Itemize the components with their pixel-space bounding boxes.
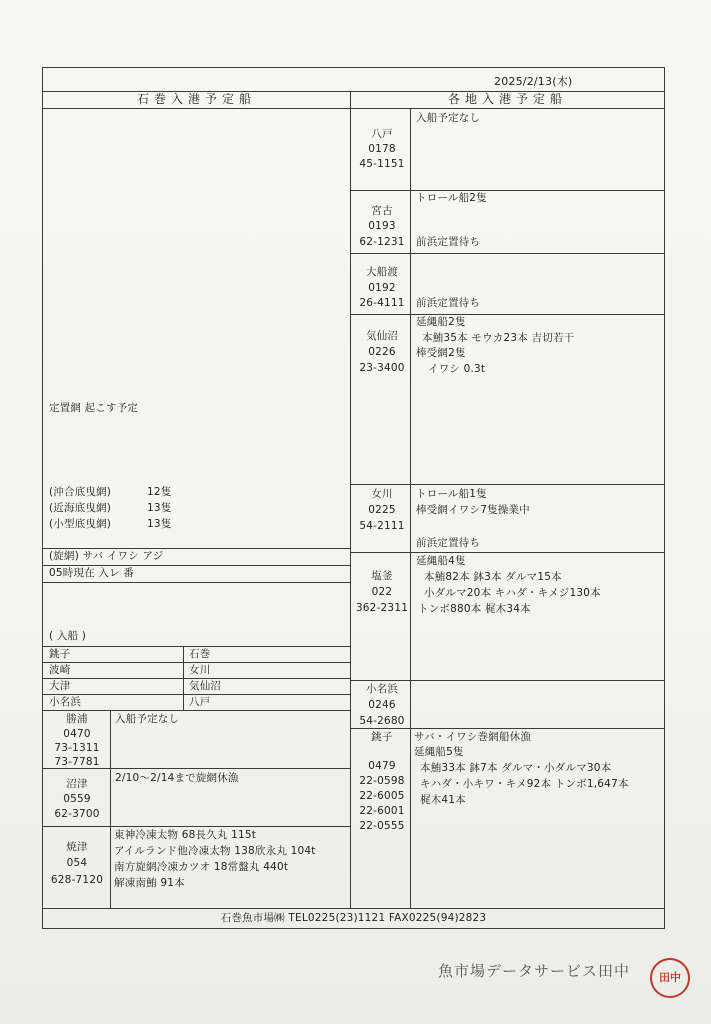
trawl-count: 12隻 [147, 486, 172, 498]
table-border [42, 67, 665, 68]
table-border [110, 710, 111, 908]
table-border [350, 314, 664, 315]
port-report-line: サバ・イワシ巻網船休漁 [414, 731, 532, 743]
port-tel: 0470 [63, 728, 91, 740]
port-report-line: 延縄船4隻 [416, 555, 466, 567]
port-report-line: トンボ880本 梶木34本 [418, 603, 531, 615]
port-name-onagawa: 女川 [371, 488, 393, 500]
table-border [42, 928, 665, 929]
table-border [350, 728, 664, 729]
trawl-label: (小型底曳網) [49, 518, 112, 530]
vessel-row-left: 大津 [49, 680, 71, 692]
table-border [350, 253, 664, 254]
port-tel: 73-1311 [54, 742, 100, 754]
table-border [42, 826, 350, 827]
port-report-line: 本鮪35本 モウカ23本 吉切若干 [422, 332, 575, 344]
seal-stamp: 田中 [650, 958, 690, 998]
port-report-line: 延縄船5隻 [414, 746, 464, 758]
port-report-line: 前浜定置待ち [416, 537, 481, 549]
table-border [183, 646, 184, 710]
port-tel: 0559 [63, 793, 91, 805]
port-report-line: 解凍南鮪 91本 [114, 877, 185, 889]
port-report-line: キハダ・小キワ・キメ92本 トンボ1,647本 [420, 778, 629, 790]
table-border [42, 91, 665, 92]
port-tel: 22-0555 [359, 820, 405, 832]
port-tel: 0193 [368, 220, 396, 232]
port-name-choshi: 銚子 [371, 731, 393, 743]
port-tel: 62-1231 [359, 236, 405, 248]
port-tel: 22-6005 [359, 790, 405, 802]
vessel-row-left: 波崎 [49, 664, 71, 676]
port-name-numazu: 沼津 [66, 778, 88, 790]
port-report-line: 棒受網イワシ7隻操業中 [416, 504, 530, 516]
port-tel: 73-7781 [54, 756, 100, 768]
vessel-row-left: 銚子 [49, 648, 71, 660]
port-report-line: 棒受網2隻 [416, 347, 466, 359]
port-tel: 22-0598 [359, 775, 405, 787]
port-report-line: 本鮪82本 鉢3本 ダルマ15本 [424, 571, 562, 583]
fixed-net-note: 定置網 起こす予定 [49, 402, 139, 414]
port-report-line: 東神冷凍太物 68長久丸 115t [114, 829, 257, 841]
table-border [42, 565, 350, 566]
port-name-yaizu: 焼津 [66, 841, 88, 853]
port-tel: 54-2680 [359, 715, 405, 727]
table-border [42, 710, 350, 711]
table-border [664, 67, 665, 928]
port-tel: 0225 [368, 504, 396, 516]
port-report-line: 本鮪33本 鉢7本 ダルマ・小ダルマ30本 [420, 762, 612, 774]
port-tel: 0246 [368, 699, 396, 711]
port-tel: 362-2311 [355, 602, 409, 614]
port-name-kesennuma: 気仙沼 [365, 330, 399, 342]
port-name-ofunato: 大船渡 [365, 266, 399, 278]
trawl-label: (沖合底曳網) [49, 486, 112, 498]
port-name-shiogama: 塩釜 [371, 570, 393, 582]
vessel-row-right: 気仙沼 [189, 680, 222, 692]
table-border [42, 908, 665, 909]
trawl-count: 13隻 [147, 518, 172, 530]
port-report-line: 梶木41本 [420, 794, 466, 806]
port-report-line: 南方旋網冷凍カツオ 18常盤丸 440t [114, 861, 289, 873]
table-border [42, 548, 350, 549]
table-border [42, 582, 350, 583]
port-tel: 26-4111 [359, 297, 405, 309]
port-report-line: 小ダルマ20本 キハダ・キメジ130本 [424, 587, 601, 599]
port-tel: 0226 [368, 346, 396, 358]
right-section-header: 各地入港予定船 [447, 92, 567, 106]
table-border [350, 484, 664, 485]
vessel-row-right: 女川 [189, 664, 211, 676]
port-report-line: イワシ 0.3t [428, 363, 486, 375]
table-border [42, 108, 665, 109]
trawl-label: (近海底曳網) [49, 502, 112, 514]
report-date: 2025/2/13(木) [494, 75, 573, 88]
port-tel: 022 [371, 586, 393, 598]
port-tel: 23-3400 [359, 362, 405, 374]
left-section-header: 石巻入港予定船 [136, 92, 256, 106]
port-tel: 45-1151 [359, 158, 405, 170]
table-border [350, 552, 664, 553]
port-tel: 0192 [368, 282, 396, 294]
purse-seine-line: (旋網) サバ イワシ アジ [49, 550, 164, 562]
port-report-line: トロール船2隻 [416, 192, 487, 204]
port-report-line: 入船予定なし [115, 713, 180, 725]
port-name-katsuura: 勝浦 [66, 713, 88, 725]
vessel-row-right: 石巻 [189, 648, 211, 660]
vessel-row-left: 小名浜 [49, 696, 82, 708]
arrivals-label: ( 入船 ) [49, 630, 87, 642]
port-tel: 62-3700 [54, 808, 100, 820]
table-border [42, 694, 350, 695]
footer-contact: 石巻魚市場㈱ TEL0225(23)1121 FAX0225(94)2823 [220, 912, 487, 924]
table-border [42, 67, 43, 928]
table-border [350, 190, 664, 191]
port-tel: 0178 [368, 143, 396, 155]
port-tel: 628-7120 [50, 874, 104, 886]
port-tel: 22-6001 [359, 805, 405, 817]
table-border [42, 662, 350, 663]
port-report-line: 入船予定なし [416, 112, 481, 124]
port-report-line: 前浜定置待ち [416, 236, 481, 248]
table-border [42, 646, 350, 647]
port-report-line: 2/10～2/14まで旋網休漁 [115, 772, 239, 784]
table-border [350, 680, 664, 681]
publisher-stamp: 魚市場データサービス田中 [438, 962, 631, 980]
port-tel: 054 [66, 857, 88, 869]
trawl-count: 13隻 [147, 502, 172, 514]
port-report-line: 前浜定置待ち [416, 297, 481, 309]
status-line: 05時現在 入レ 番 [49, 567, 135, 579]
port-report-line: 延縄船2隻 [416, 316, 466, 328]
vessel-row-right: 八戸 [189, 696, 211, 708]
port-report-line: トロール船1隻 [416, 488, 487, 500]
port-name-miyako: 宮古 [371, 205, 393, 217]
port-tel: 54-2111 [359, 520, 405, 532]
port-name-hachinohe: 八戸 [371, 128, 393, 140]
table-border [42, 678, 350, 679]
port-name-onahama: 小名浜 [365, 683, 399, 695]
port-report-line: アイルランド他冷凍太物 138欣永丸 104t [114, 845, 316, 857]
port-tel: 0479 [368, 760, 396, 772]
